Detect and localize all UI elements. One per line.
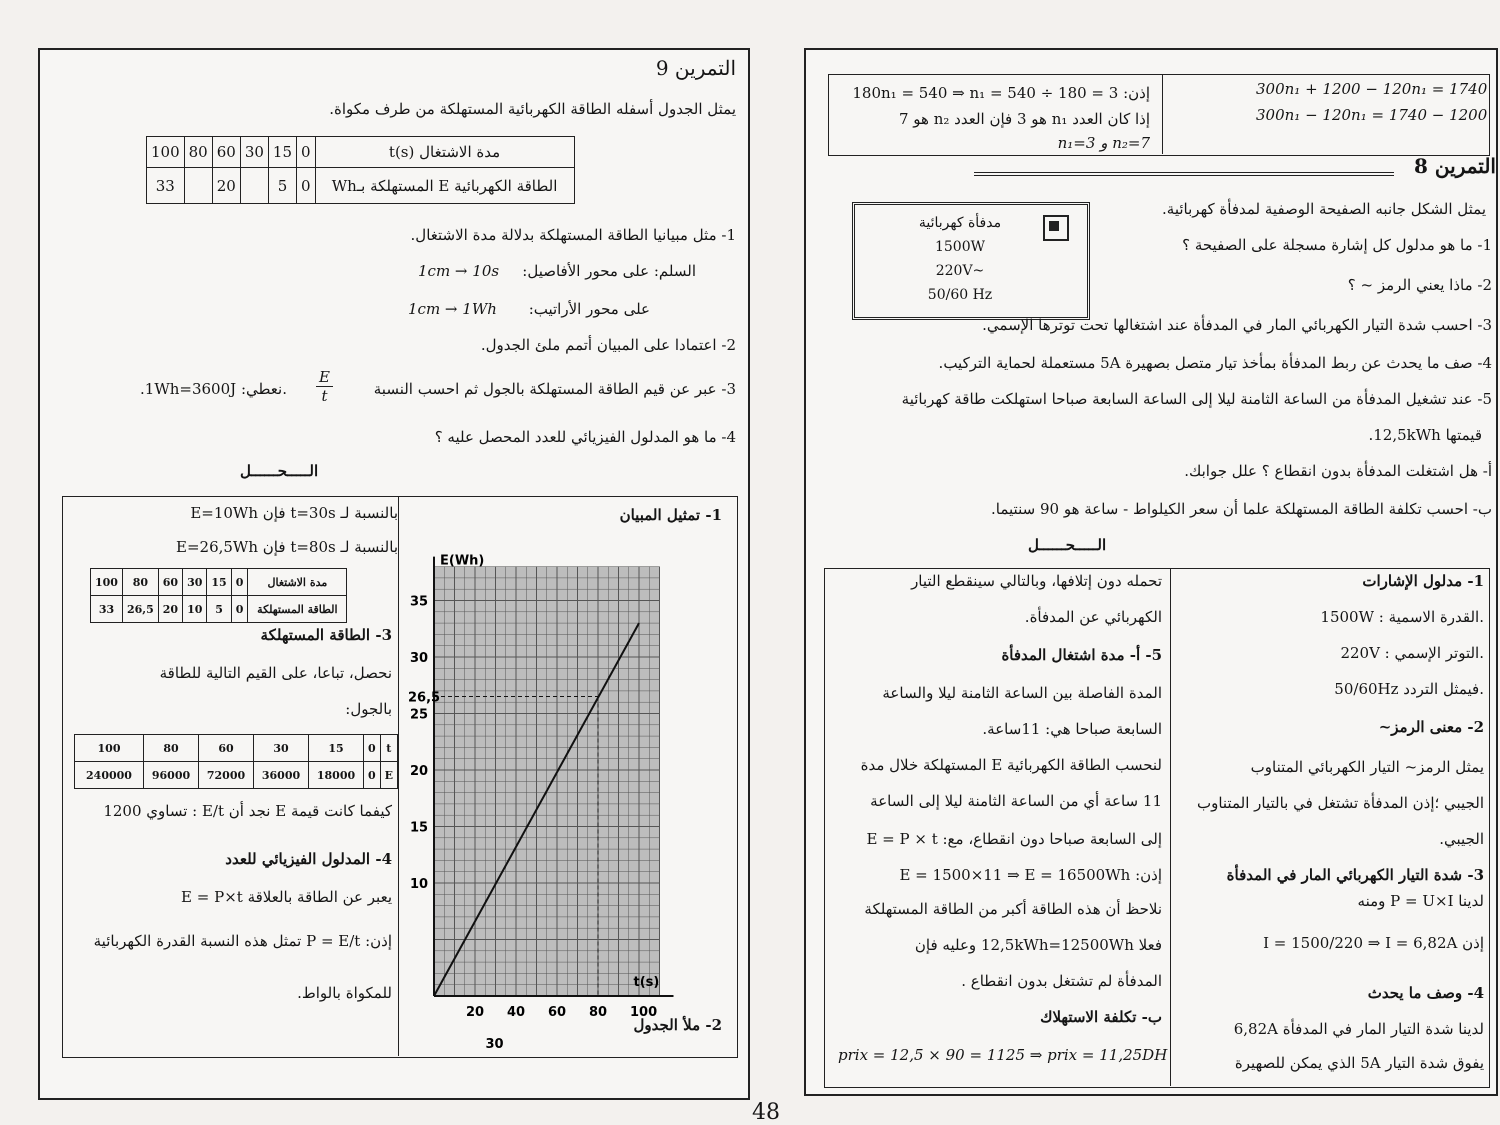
left-page xyxy=(38,48,750,1100)
sol-cont-4: المدة الفاصلة بين الساعة الثامنة ليلا والساعة xyxy=(882,684,1162,702)
table-cell: 80 xyxy=(184,137,212,168)
solution-3-title: 3- الطاقة المستهلكة xyxy=(260,626,392,644)
table-cell: 15 xyxy=(268,137,296,168)
solution-3-text-2: بالجول: xyxy=(345,700,392,718)
table-cell: 26,5 xyxy=(122,596,158,623)
sol-cont-2: الكهربائي عن المدفأة. xyxy=(1024,608,1162,626)
sol-4-line-2: يفوق شدة التيار 5A الذي يمكن للصهيرة xyxy=(1234,1054,1484,1072)
question-5-value: قيمتها 12,5kWh. xyxy=(1368,426,1482,444)
sol-2-title: 2- معنى الرمز~ xyxy=(1378,718,1484,736)
q3-fraction-den: t xyxy=(321,387,328,405)
exercise-8-title: التمرين 8 xyxy=(1414,154,1496,178)
sol-cont-9: إذن: E = 1500×11 ⇒ E = 16500Wh xyxy=(899,866,1162,884)
x-tick-label: 80 xyxy=(589,1005,608,1020)
sol-cont-7: 11 ساعة أي من الساعة الثامنة ليلا إلى الساعة xyxy=(870,792,1162,810)
y-tick-label: 15 xyxy=(410,820,429,836)
table-cell: 18000 xyxy=(309,762,364,789)
scale-x-value: 1cm → 10s xyxy=(418,262,500,280)
sol-3-line-1: لدينا P = U×I ومنه xyxy=(1357,892,1484,910)
exercise-8-intro: يمثل الشكل جانبه الصفيحة الوصفية لمدفأة كهربائية. xyxy=(1162,200,1486,218)
solution-4-title: 4- المدلول الفيزيائي للعدد xyxy=(225,850,392,868)
solution-line-2: بالنسبة لـ t=80s فإن E=26,5Wh xyxy=(176,538,398,556)
solution-header: الـــــحــــــل xyxy=(240,462,319,480)
q3-fraction-num: E xyxy=(316,368,333,387)
plate-line-2: 1500W xyxy=(934,239,986,255)
y-tick-label: 20 xyxy=(410,764,429,779)
table-cell: 60 xyxy=(212,137,240,168)
table-cell: 60 xyxy=(199,735,254,762)
table-cell: 30 xyxy=(254,735,309,762)
sol-4-line-1: لدينا شدة التيار المار في المدفأة 6,82A xyxy=(1233,1020,1484,1038)
table-cell: 30 xyxy=(183,569,207,596)
sol-5a-title: 5- أ- مدة اشتغال المدفأة xyxy=(1001,646,1162,664)
sol-cont-12: المدفأة لم تشتغل بدون انقطاع . xyxy=(961,972,1162,990)
table-cell: 36000 xyxy=(254,762,309,789)
question-2: 2- اعتمادا على المبيان أتمم ملئ الجدول. xyxy=(480,336,736,354)
top-right-line-1: إذن: 180n₁ = 540 ⇒ n₁ = 540 ÷ 180 = 3 xyxy=(852,84,1150,102)
table-cell xyxy=(240,168,268,204)
solution-4-text-3: للمكواة بالواط. xyxy=(297,984,392,1002)
energy-time-chart xyxy=(406,530,726,1052)
y-tick-label: 10 xyxy=(410,877,429,892)
table-cell: 33 xyxy=(147,168,185,204)
y-tick-label: 25 xyxy=(410,707,429,723)
table-cell: 0 xyxy=(297,168,316,204)
top-equation-2: 300n₁ − 120n₁ = 1740 − 1200 xyxy=(1256,106,1488,124)
sol-3-title: 3- شدة التيار الكهربائي المار في المدفأة xyxy=(1226,866,1484,884)
sol-5b-title: ب- تكلفة الاستهلاك xyxy=(1040,1008,1162,1026)
table-cell: 10 xyxy=(183,596,207,623)
rating-plate xyxy=(852,202,1090,320)
table-cell: 80 xyxy=(122,569,158,596)
scale-y-value: 1cm → 1Wh xyxy=(408,300,497,318)
x-tick-label: 60 xyxy=(548,1005,567,1020)
table-cell: 0 xyxy=(231,596,248,623)
x-tick-label: 20 xyxy=(466,1005,485,1020)
question-5: 5- عند تشغيل المدفأة من الساعة الثامنة ليلا إلى الساعة السابعة صباحا استهلكت طاقة كهربائية xyxy=(901,390,1492,408)
sol-1-line-2: 220V : التوتر الإسمي. xyxy=(1340,644,1484,662)
question-4: 4- ما هو المدلول الفيزيائي للعدد المحصل عليه ؟ xyxy=(434,428,736,446)
fill-table-title: 2- ملأ الجدول xyxy=(633,1016,722,1034)
table-cell: 100 xyxy=(147,137,185,168)
table-cell: 0 xyxy=(364,762,381,789)
table-cell: 100 xyxy=(75,735,144,762)
x-axis-label: t(s) xyxy=(633,975,660,990)
x-tick-label: 40 xyxy=(507,1005,526,1020)
solution-table xyxy=(90,568,347,623)
top-box-divider xyxy=(1162,74,1163,154)
table-row-label: الطاقة المستهلكة xyxy=(248,596,347,623)
plate-line-1: مدفأة كهربائية xyxy=(918,215,1002,231)
table-row-label: الطاقة الكهربائية E المستهلكة بـWh xyxy=(315,168,574,204)
solution-3-text-3: كيفما كانت قيمة E نجد أن E/t : تساوي 1200 xyxy=(103,802,392,820)
double-insulation-icon xyxy=(1043,215,1069,241)
table-row-label: E xyxy=(380,762,397,789)
right-page xyxy=(804,48,1498,1096)
table-cell: 96000 xyxy=(144,762,199,789)
table-cell: 60 xyxy=(158,569,182,596)
y-axis-label: E(Wh) xyxy=(440,553,485,569)
y-tick-label: 35 xyxy=(410,594,429,610)
table-cell: 80 xyxy=(144,735,199,762)
x-tick-label: 100 xyxy=(630,1005,658,1020)
solution-3-table xyxy=(74,734,398,789)
sol-cont-1: تحمله دون إتلافها، وبالتالي سينقطع التيار xyxy=(911,572,1162,590)
annotation-label: 26,5 xyxy=(408,690,441,706)
table-cell xyxy=(184,168,212,204)
table-cell: 0 xyxy=(364,735,381,762)
question-3-given: .نعطي: 1Wh=3600J. xyxy=(140,380,287,398)
sol-2-line-2: الجيبي ؛إذن المدفأة تشتغل في بالتيار المتناوب xyxy=(1196,794,1484,812)
question-4: 4- صف ما يحدث عن ربط المدفأة بمأخذ تيار متصل بصهيرة 5A مستعملة لحماية التركيب. xyxy=(938,354,1492,372)
table-cell: 100 xyxy=(91,569,123,596)
table-cell: 240000 xyxy=(75,762,144,789)
solution-3-text-1: نحصل، تباعا، على القيم التالية للطاقة xyxy=(159,664,392,682)
table-row-label: t xyxy=(380,735,397,762)
sol-cont-10: نلاحظ أن هذه الطاقة أكبر من الطاقة المستهلكة xyxy=(864,900,1162,918)
scale-y-label: على محور الأراتيب: xyxy=(528,300,650,318)
table-cell: 15 xyxy=(207,569,231,596)
table-row-label: مدة الاشتغال t(s) xyxy=(315,137,574,168)
question-5b: ب- احسب تكلفة الطاقة المستهلكة علما أن سعر الكيلواط - ساعة هو 90 سنتيما. xyxy=(991,500,1492,518)
sol-4-title: 4- وصف ما يحدث xyxy=(1367,984,1484,1002)
table-row-label: مدة الاشتغال xyxy=(248,569,347,596)
graph-title: 1- تمثيل المبيان xyxy=(619,506,722,524)
plate-line-4: 50/60 Hz xyxy=(927,287,993,303)
top-right-line-3: n₁=3 و n₂=7 xyxy=(1057,134,1150,152)
exercise-9-table xyxy=(146,136,575,204)
solution-header: الـــــحــــــل xyxy=(1028,536,1107,554)
sol-1-line-3: 50/60Hz فيمثل التردد. xyxy=(1334,680,1484,698)
y-tick-label: 30 xyxy=(410,651,429,666)
question-5a: أ- هل اشتغلت المدفأة بدون انقطاع ؟ علل جوابك. xyxy=(1184,462,1492,480)
table-cell: 0 xyxy=(297,137,316,168)
table-cell: 20 xyxy=(212,168,240,204)
sol-cont-11: فعلا 12,5kWh=12500Wh وعليه فإن xyxy=(914,936,1162,954)
table-cell: 15 xyxy=(309,735,364,762)
question-1: 1- ما هو مدلول كل إشارة مسجلة على الصفيحة ؟ xyxy=(1182,236,1492,254)
solution-4-text-2: إذن: P = E/t تمثل هذه النسبة القدرة الكهربائية xyxy=(93,932,392,950)
solution-line-1: بالنسبة لـ t=30s فإن E=10Wh xyxy=(190,504,398,522)
sol-cont-5: السابعة صباحا هي: 11ساعة. xyxy=(982,720,1162,738)
sol-cost-equation: prix = 12,5 × 90 = 1125 ⇒ prix = 11,25DH xyxy=(838,1046,1168,1064)
table-cell: 72000 xyxy=(199,762,254,789)
sol-cont-6: لنحسب الطاقة الكهربائية E المستهلكة خلال مدة xyxy=(860,756,1162,774)
table-cell: 33 xyxy=(91,596,123,623)
table-cell: 5 xyxy=(268,168,296,204)
question-1: 1- مثل مبيانيا الطاقة المستهلكة بدلالة مدة الاشتغال. xyxy=(410,226,736,244)
annotation-label: 30 xyxy=(485,1037,504,1052)
sol-2-line-1: يمثل الرمز~ التيار الكهربائي المتناوب xyxy=(1250,758,1484,776)
title-rule xyxy=(974,172,1394,180)
scale-x-label: السلم: على محور الأفاصيل: xyxy=(522,262,696,280)
table-cell: 5 xyxy=(207,596,231,623)
q3-fraction xyxy=(316,368,333,405)
solution-divider xyxy=(398,496,399,1056)
exercise-9-title: التمرين 9 xyxy=(655,56,736,80)
table-cell: 20 xyxy=(158,596,182,623)
top-right-line-2: إذا كان العدد n₁ هو 3 فإن العدد n₂ هو 7 xyxy=(898,110,1150,128)
sol-3-line-2: إذن I = 1500/220 ⇒ I = 6,82A xyxy=(1263,934,1484,952)
sol-2-line-3: الجيبي. xyxy=(1439,830,1484,848)
table-cell: 0 xyxy=(231,569,248,596)
question-2: 2- ماذا يعني الرمز ~ ؟ xyxy=(1347,276,1492,294)
solution-4-text-1: يعبر عن الطاقة بالعلاقة E = P×t xyxy=(181,888,392,906)
solution-divider xyxy=(1170,568,1171,1086)
sol-cont-8: إلى السابعة صباحا دون انقطاع، مع: E = P × t xyxy=(866,830,1162,848)
sol-1-line-1: 1500W : القدرة الاسمية. xyxy=(1320,608,1484,626)
top-equation-1: 300n₁ + 1200 − 120n₁ = 1740 xyxy=(1256,80,1488,98)
exercise-9-intro: يمثل الجدول أسفله الطاقة الكهربائية المستهلكة من طرف مكواة. xyxy=(329,100,736,118)
plate-line-3: 220V~ xyxy=(935,263,985,279)
sol-1-title: 1- مدلول الإشارات xyxy=(1362,572,1484,590)
page-number: 48 xyxy=(752,1100,780,1125)
question-3: 3- عبر عن قيم الطاقة المستهلكة بالجول ثم احسب النسبة xyxy=(373,380,736,398)
table-cell: 30 xyxy=(240,137,268,168)
question-3: 3- احسب شدة التيار الكهربائي المار في المدفأة عند اشتغالها تحت توترها الإسمي. xyxy=(982,316,1492,334)
